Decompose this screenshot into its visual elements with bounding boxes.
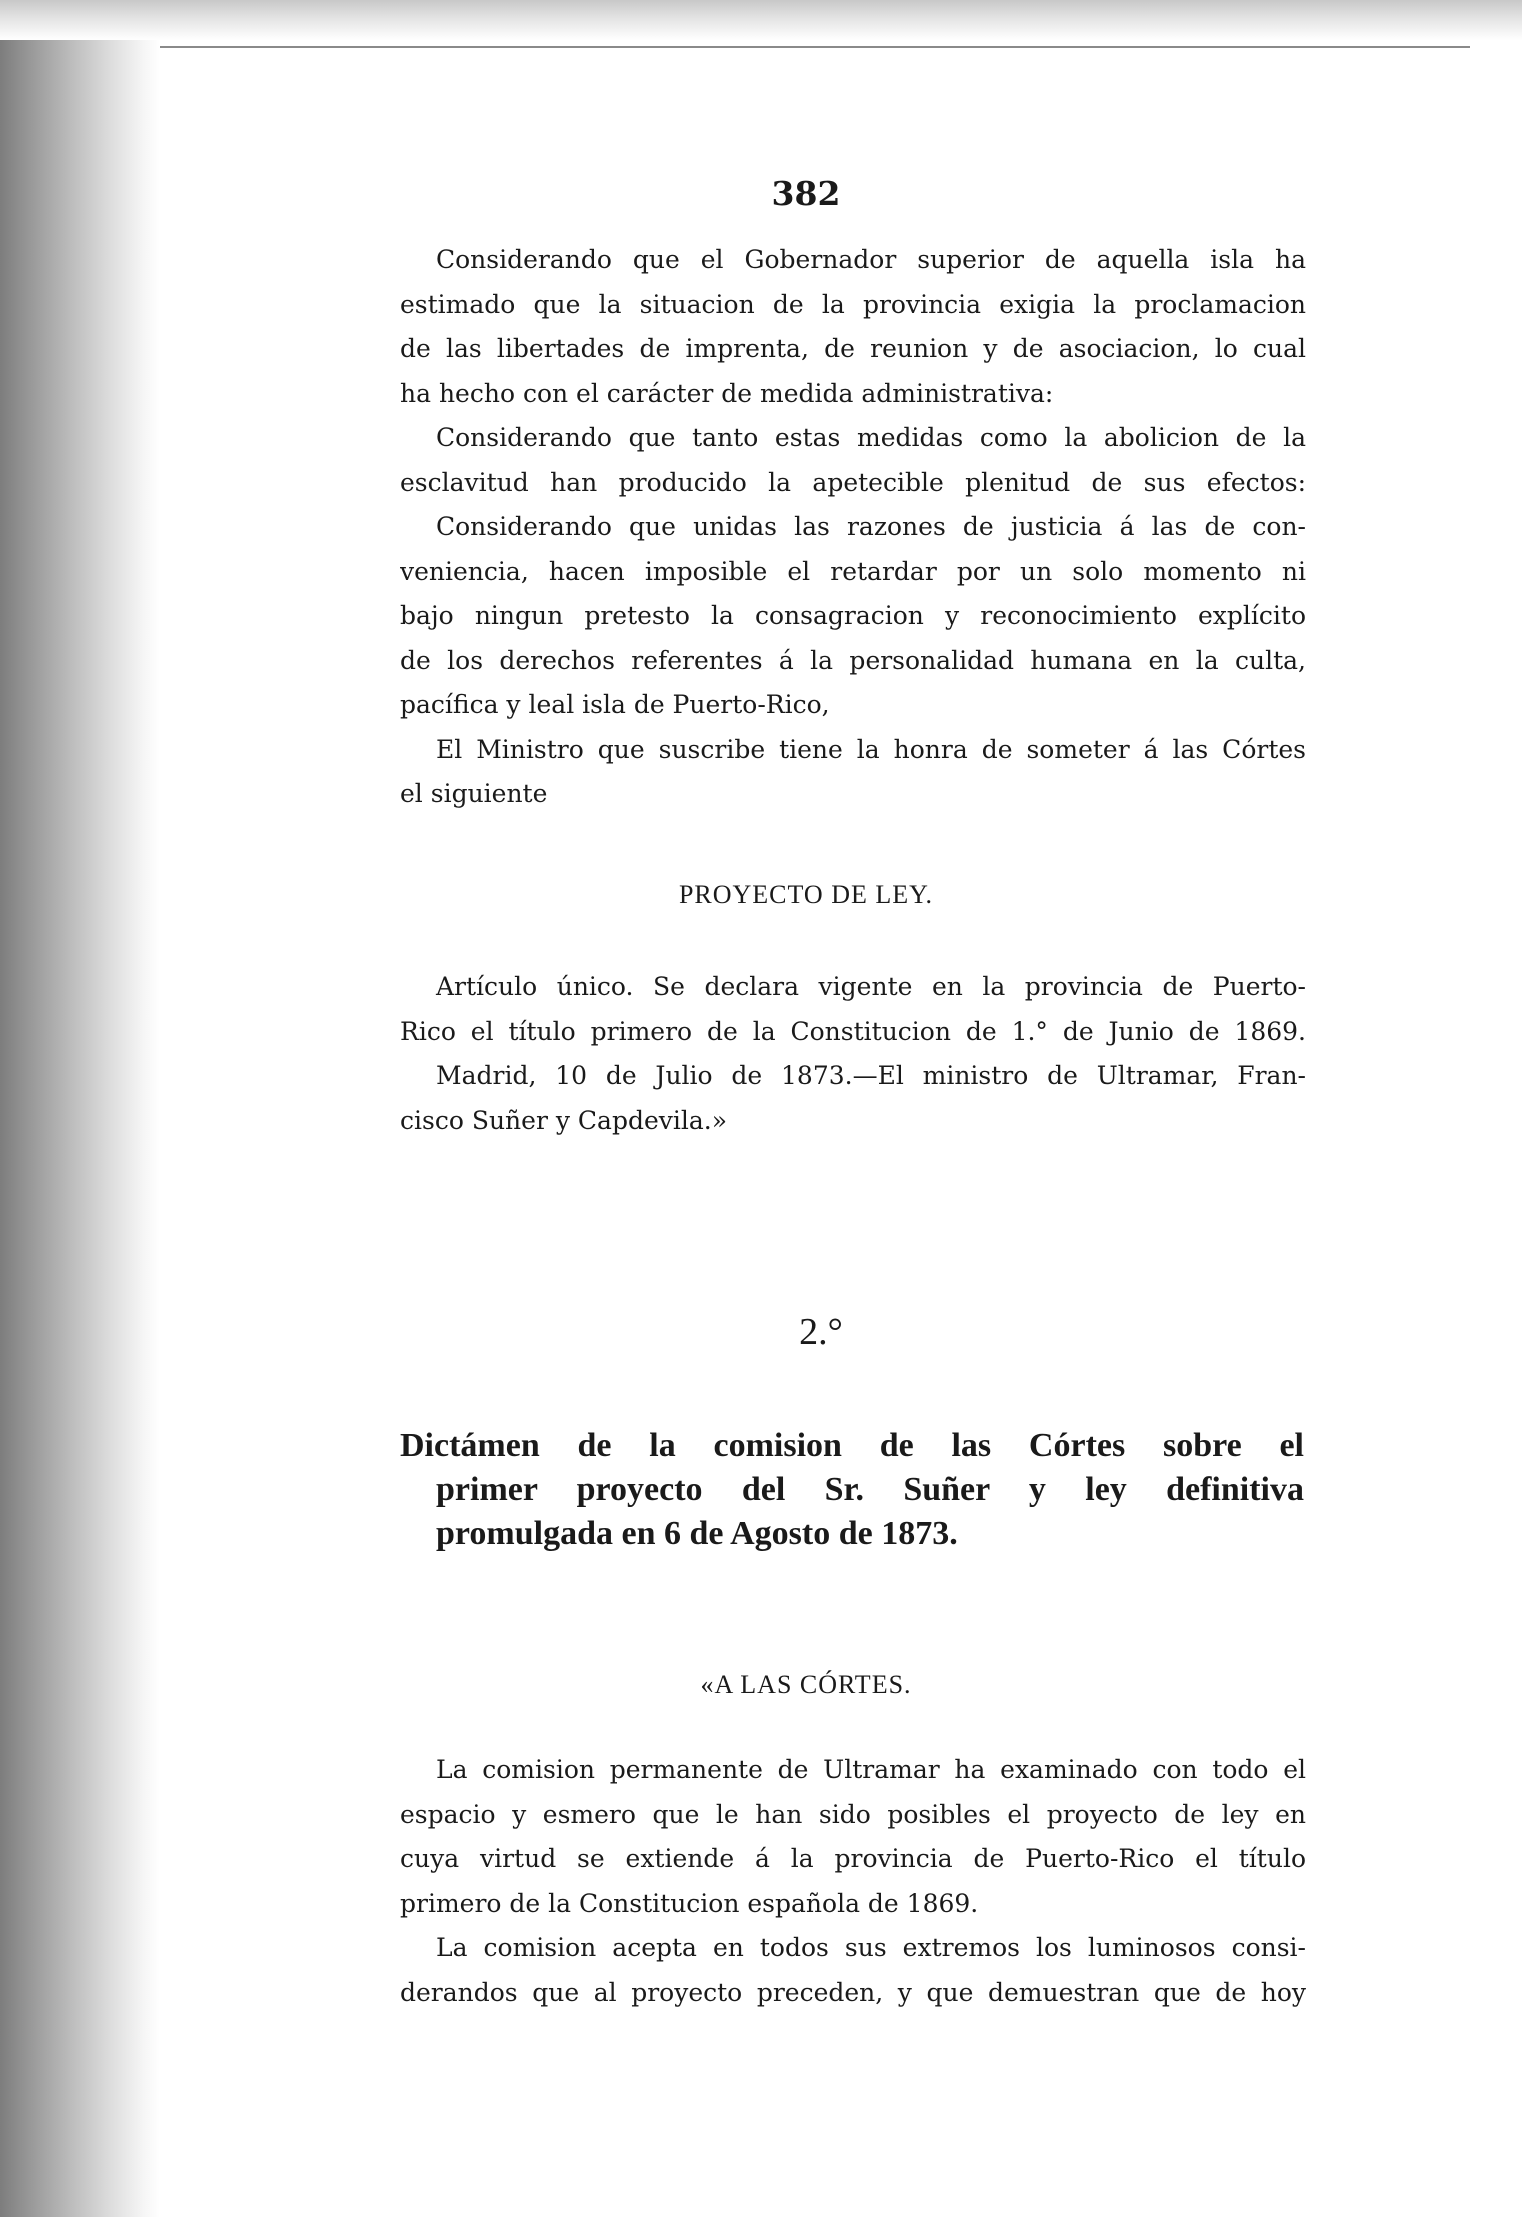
para5-line: espacio y esmero que le han sido posibles el proyecto de ley en [400,1799,1306,1829]
para3-line: de los derechos referentes á la personalidad humana en la culta, [400,645,1306,675]
para1-line: Considerando que el Gobernador superior de aquella isla ha [436,245,1306,274]
articulo-section [400,965,1306,1143]
para3-line: veniencia, hacen imposible el retardar por un solo momento ni [400,556,1306,586]
para4-line: el siguiente [400,779,548,808]
para3-line: bajo ningun pretesto la consagracion y reconocimiento explícito [400,601,1306,630]
cortes-heading: «A LAS CÓRTES. [700,1670,912,1699]
para1-line: de las libertades de imprenta, de reunion y de asociacion, lo cual [400,334,1306,363]
para1-line: ha hecho con el carácter de medida administrativa: [400,378,1054,408]
book-binding-shadow [0,0,160,2217]
para6-line: La comision acepta en todos sus extremos los luminosos consi- [436,1933,1306,1962]
dictamen-title [400,1424,1304,1556]
para5-line: La comision permanente de Ultramar ha examinado con todo el [436,1755,1306,1784]
para5-line: cuya virtud se extiende á la provincia de Puerto-Rico el título [400,1844,1306,1873]
para2-line: esclavitud han producido la apetecible plenitud de sus efectos: [400,467,1306,497]
proyecto-heading: PROYECTO DE LEY. [678,880,934,909]
section-number: 2.° [799,1311,843,1353]
comision-section [400,1748,1306,2015]
page-edge-line [160,46,1470,48]
para5-line: primero de la Constitucion española de 1869. [400,1888,979,1918]
page-top-shadow [0,0,1522,40]
articulo-line: Rico el título primero de la Constitucion de 1.° de Junio de 1869. [400,1016,1306,1046]
madrid-line: cisco Suñer y Capdevila.» [400,1105,728,1135]
considerando-section [400,238,1306,817]
para4-line: El Ministro que suscribe tiene la honra de someter á las Córtes [436,734,1306,764]
para6-line: derandos que al proyecto preceden, y que demuestran que de hoy [400,1977,1306,2007]
title-line: promulgada en 6 de Agosto de 1873. [436,1515,958,1552]
para3-line: pacífica y leal isla de Puerto-Rico, [400,690,830,719]
title-line: primer proyecto del Sr. Suñer y ley definitiva [436,1471,1304,1508]
title-line: Dictámen de la comision de las Córtes sobre el [400,1427,1304,1464]
para2-line: Considerando que tanto estas medidas como la abolicion de la [436,423,1306,452]
page-number: 382 [771,174,841,213]
para1-line: estimado que la situacion de la provincia exigia la proclamacion [400,289,1306,319]
para3-line: Considerando que unidas las razones de justicia á las de con- [436,512,1306,541]
articulo-line: Artículo único. Se declara vigente en la provincia de Puerto- [436,972,1306,1001]
madrid-line: Madrid, 10 de Julio de 1873.—El ministro de Ultramar, Fran- [436,1061,1306,1090]
